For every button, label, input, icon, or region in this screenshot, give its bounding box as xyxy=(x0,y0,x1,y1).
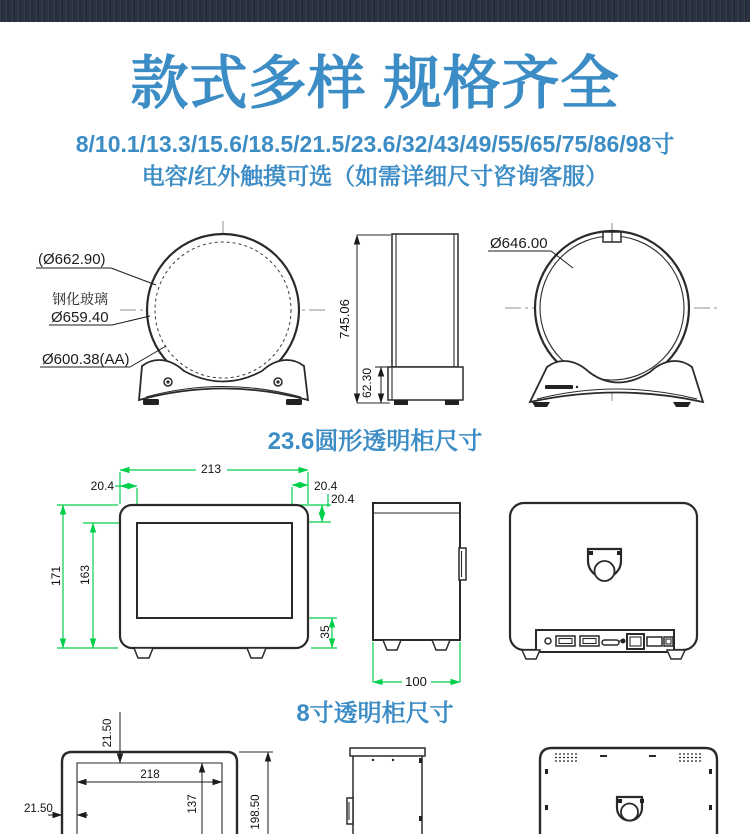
page-header-bar xyxy=(0,0,750,22)
dim-base-height: 62.30 xyxy=(360,367,374,399)
cabinet-bottom-front-view xyxy=(24,712,273,834)
cabinet-236-side-view xyxy=(337,234,463,405)
power-port xyxy=(545,638,551,644)
dim-inset-top: 20.4 xyxy=(331,492,355,506)
sd-slot xyxy=(602,640,619,645)
drawing-8inch-cabinet xyxy=(0,460,750,698)
dim-total-height: 745.06 xyxy=(337,299,352,339)
label-tempered-glass: 钢化玻璃 xyxy=(52,291,108,307)
audio-jack xyxy=(621,639,626,644)
hdmi-port xyxy=(647,637,662,646)
cabinet-236-back-view xyxy=(488,223,720,407)
dim-glass-diameter: Ø659.40 xyxy=(51,309,109,326)
dim-outer-diameter: (Ø662.90) xyxy=(38,251,106,268)
drawing-bottom-cabinet xyxy=(0,712,750,834)
brand-logo xyxy=(545,385,573,389)
dim-bottom-gap: 35 xyxy=(318,625,332,639)
dim-inner-height: 137 xyxy=(187,794,199,814)
page-title: 款式多样 规格齐全 xyxy=(130,51,620,116)
cabinet-bottom-back-view xyxy=(540,748,717,834)
dim-width: 213 xyxy=(200,462,222,476)
dim-inner-height: 163 xyxy=(78,564,92,586)
caption-8inch-cabinet: 8寸透明柜尺寸 xyxy=(296,700,454,727)
cabinet-8-side-view xyxy=(373,503,466,689)
dim-outer-height: 198.50 xyxy=(250,794,262,830)
dim-active-area: Ø600.38(AA) xyxy=(42,351,130,368)
dim-inset-top: 21.50 xyxy=(102,718,114,748)
dim-inset-left: 21.50 xyxy=(24,803,53,815)
touch-options-line: 电容/红外触摸可选（如需详细尺寸咨询客服） xyxy=(141,163,609,189)
dim-inner-width: 218 xyxy=(140,769,160,781)
dim-inset-right: 20.4 xyxy=(314,479,338,493)
size-options-line: 8/10.1/13.3/15.6/18.5/21.5/23.6/32/43/49/55/65/75/86/98寸 xyxy=(75,131,675,157)
caption-236-cabinet: 23.6圆形透明柜尺寸 xyxy=(267,428,483,455)
cabinet-bottom-side-view xyxy=(347,748,425,834)
dim-back-diameter: Ø646.00 xyxy=(490,235,548,252)
dim-outer-height: 171 xyxy=(49,565,63,587)
dim-inset-left: 20.4 xyxy=(90,479,114,493)
io-port xyxy=(664,637,673,646)
cabinet-236-front-view xyxy=(36,221,327,405)
dim-depth: 100 xyxy=(405,674,427,689)
cabinet-8-front-view xyxy=(49,462,355,658)
cabinet-8-back-view xyxy=(510,503,697,659)
drawing-236-circular-cabinet xyxy=(0,215,750,427)
